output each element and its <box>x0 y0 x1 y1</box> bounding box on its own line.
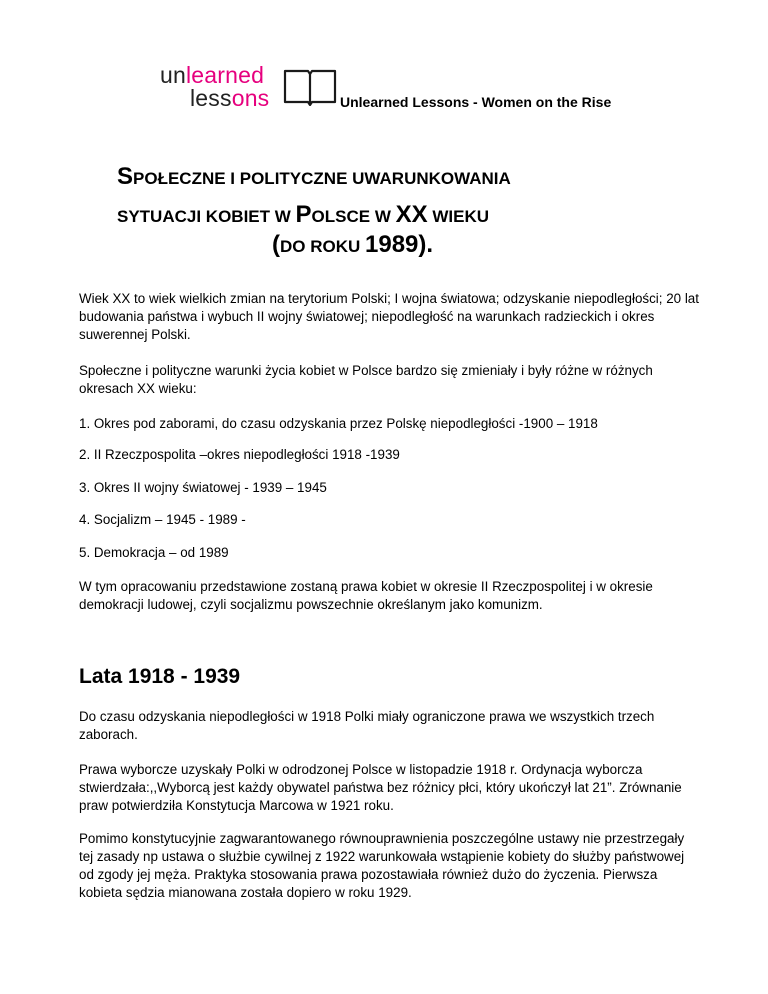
list-item: 3. Okres II wojny światowej - 1939 – 1945 <box>79 480 327 495</box>
header-title: Unlearned Lessons - Women on the Rise <box>340 94 612 110</box>
list-item: 4. Socjalizm – 1945 - 1989 - <box>79 512 246 527</box>
section-paragraph-3: Pomimo konstytucyjnie zagwarantowanego równouprawnienia poszczególne ustawy nie przestrzegały tej zasady np ustawa o służbie cywilnej z 1922 warunkowała wstąpienie kobiety do służby państwowej od zgody jej męża. Praktyka stosowania prawa pozostawiała również dużo do życzenia. Pierwsza kobieta sędzia mianowana została dopiero w roku 1929. <box>79 831 685 900</box>
intro-paragraph: Wiek XX to wiek wielkich zmian na terytorium Polski; I wojna światowa; odzyskanie niepodległości; 20 lat budowania państwa i wybuch II wojny światowej; niepodległość na warunkach radzieckich i okres suwerennej Polski. <box>79 291 699 342</box>
title-line-3: (DO ROKU 1989). <box>272 231 434 258</box>
conditions-paragraph: Społeczne i polityczne warunki życia kobiet w Polsce bardzo się zmieniały i były różne w różnych okresach XX wieku: <box>79 363 653 396</box>
section-heading: Lata 1918 - 1939 <box>79 665 241 688</box>
section-paragraph-2: Prawa wyborcze uzyskały Polki w odrodzonej Polsce w listopadzie 1918 r. Ordynacja wyborcza stwierdzała:,,Wyborcą jest każdy obywatel państwa bez różnicy płci, który ukończył lat 21”. Zrównanie praw potwierdziła Konstytucja Marcowa w 1921 roku. <box>79 762 682 813</box>
section-paragraph-1: Do czasu odzyskania niepodległości w 1918 Polki miały ograniczone prawa we wszystkich trzech zaborach. <box>79 709 655 742</box>
title-line-1: SPOŁECZNE I POLITYCZNE UWARUNKOWANIA <box>117 163 511 190</box>
logo-line-2: lessons <box>190 85 270 111</box>
list-item: 5. Demokracja – od 1989 <box>79 545 229 560</box>
list-item: 2. II Rzeczpospolita –okres niepodległości 1918 -1939 <box>79 447 400 462</box>
list-item: 1. Okres pod zaborami, do czasu odzyskania przez Polskę niepodległości -1900 – 1918 <box>79 416 598 431</box>
logo-line-1: unlearned <box>160 62 265 88</box>
title-line-2: SYTUACJI KOBIET W POLSCE W XX WIEKU <box>117 201 489 228</box>
open-book-icon <box>283 68 337 106</box>
summary-paragraph: W tym opracowaniu przedstawione zostaną prawa kobiet w okresie II Rzeczpospolitej i w okresie demokracji ludowej, czyli socjalizmu powszechnie określanym jako komunizm. <box>79 579 653 612</box>
